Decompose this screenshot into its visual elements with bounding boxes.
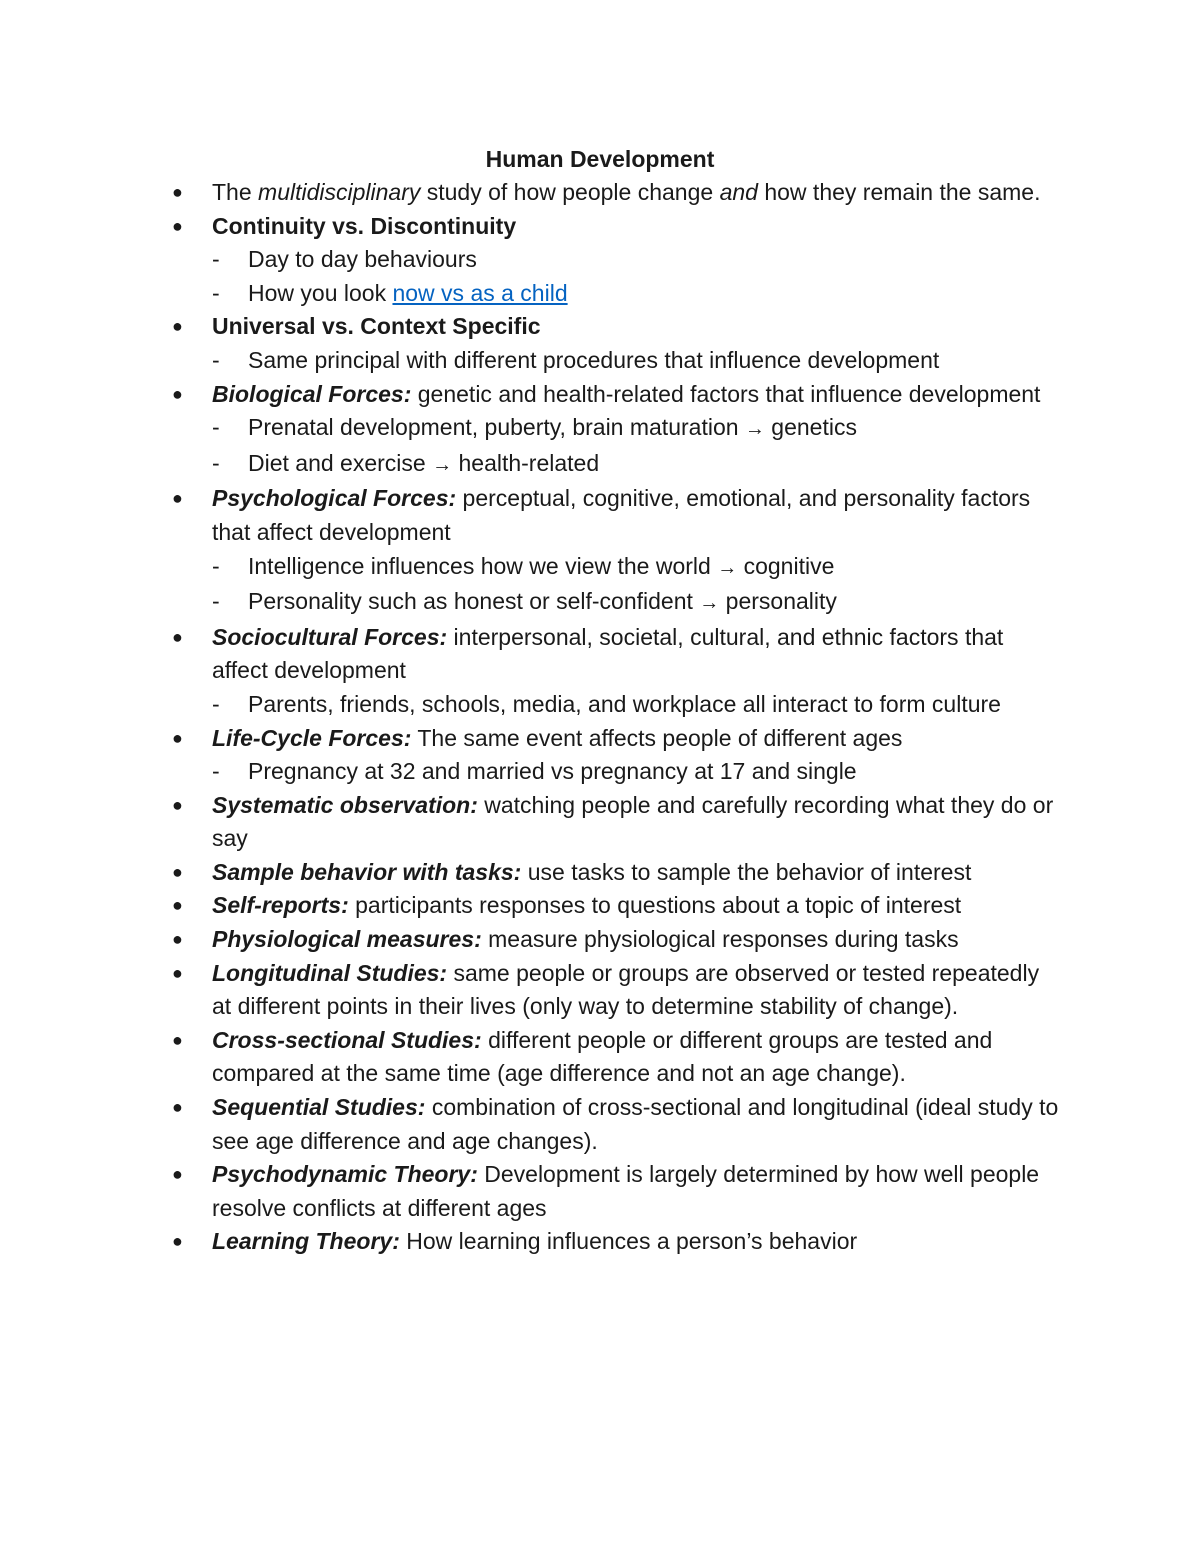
bullet-icon: ●: [172, 1029, 183, 1050]
list-item-continuity: ● Continuity vs. Discontinuity: [0, 210, 1200, 244]
list-item-universal: ● Universal vs. Context Specific: [0, 310, 1200, 344]
document-title: Human Development: [485, 146, 715, 172]
bullet-icon: ●: [172, 316, 183, 337]
arrow-right-icon: →: [717, 556, 738, 579]
list-item-systematic-observation: ● Systematic observation: watching people and carefully recording what they do or say: [0, 789, 1200, 856]
dash-icon: -: [212, 758, 220, 785]
list-item-learning-theory: ● Learning Theory: How learning influences a person’s behavior: [0, 1225, 1200, 1259]
sub-item: - How you look now vs as a child: [0, 277, 1200, 311]
bullet-icon: ●: [172, 215, 183, 236]
dash-icon: -: [212, 449, 220, 476]
dash-icon: -: [212, 414, 220, 441]
dash-icon: -: [212, 346, 220, 373]
arrow-right-icon: →: [744, 418, 765, 441]
bullet-icon: ●: [172, 383, 183, 404]
dash-icon: -: [212, 552, 220, 579]
list-item-life-cycle-forces: ● Life-Cycle Forces: The same event affects people of different ages: [0, 722, 1200, 756]
bullet-icon: ●: [172, 794, 183, 815]
bullet-icon: ●: [172, 626, 183, 647]
list-item-psychodynamic-theory: ● Psychodynamic Theory: Development is largely determined by how well people resolve conflicts at different ages: [0, 1158, 1200, 1225]
list-item-definition: ● The multidisciplinary study of how people change and how they remain the same.: [0, 176, 1200, 210]
bullet-icon: ●: [172, 895, 183, 916]
sub-item: - Pregnancy at 32 and married vs pregnancy at 17 and single: [0, 755, 1200, 789]
bullet-icon: ●: [172, 1097, 183, 1118]
bullet-icon: ●: [172, 1231, 183, 1252]
bullet-icon: ●: [172, 861, 183, 882]
list-item-self-reports: ● Self-reports: participants responses to questions about a topic of interest: [0, 889, 1200, 923]
dash-icon: -: [212, 690, 220, 717]
sub-item: - Prenatal development, puberty, brain maturation → genetics: [0, 411, 1200, 447]
list-item-sample-behavior: ● Sample behavior with tasks: use tasks to sample the behavior of interest: [0, 856, 1200, 890]
bullet-icon: ●: [172, 488, 183, 509]
sub-item: - Intelligence influences how we view the world → cognitive: [0, 550, 1200, 586]
bullet-icon: ●: [172, 929, 183, 950]
sub-item: - Parents, friends, schools, media, and workplace all interact to form culture: [0, 688, 1200, 722]
sub-item: - Day to day behaviours: [0, 243, 1200, 277]
dash-icon: -: [212, 588, 220, 615]
list-item-cross-sectional-studies: ● Cross-sectional Studies: different people or different groups are tested and compared at the same time (age difference and not an age change).: [0, 1024, 1200, 1091]
list-item-longitudinal-studies: ● Longitudinal Studies: same people or groups are observed or tested repeatedly at different points in their lives (only way to determine stability of change).: [0, 957, 1200, 1024]
sub-item: - Personality such as honest or self-confident → personality: [0, 585, 1200, 621]
bullet-icon: ●: [172, 1164, 183, 1185]
arrow-right-icon: →: [699, 592, 720, 615]
list-item-sequential-studies: ● Sequential Studies: combination of cross-sectional and longitudinal (ideal study to see age difference and age changes).: [0, 1091, 1200, 1158]
arrow-right-icon: →: [432, 453, 453, 476]
dash-icon: -: [212, 246, 220, 273]
list-item-physiological-measures: ● Physiological measures: measure physiological responses during tasks: [0, 923, 1200, 957]
bullet-icon: ●: [172, 727, 183, 748]
list-item-sociocultural-forces: ● Sociocultural Forces: interpersonal, societal, cultural, and ethnic factors that affect development: [0, 621, 1200, 688]
child-comparison-link[interactable]: now vs as a child: [392, 279, 568, 306]
sub-item: - Diet and exercise → health-related: [0, 447, 1200, 483]
bullet-icon: ●: [172, 182, 183, 202]
notes-list: [0, 176, 1200, 1259]
list-item-biological-forces: ● Biological Forces: genetic and health-related factors that influence development: [0, 378, 1200, 412]
sub-item: - Same principal with different procedures that influence development: [0, 344, 1200, 378]
dash-icon: -: [212, 279, 220, 306]
bullet-icon: ●: [172, 962, 183, 983]
list-item-psychological-forces: ● Psychological Forces: perceptual, cognitive, emotional, and personality factors that affect development: [0, 482, 1200, 549]
